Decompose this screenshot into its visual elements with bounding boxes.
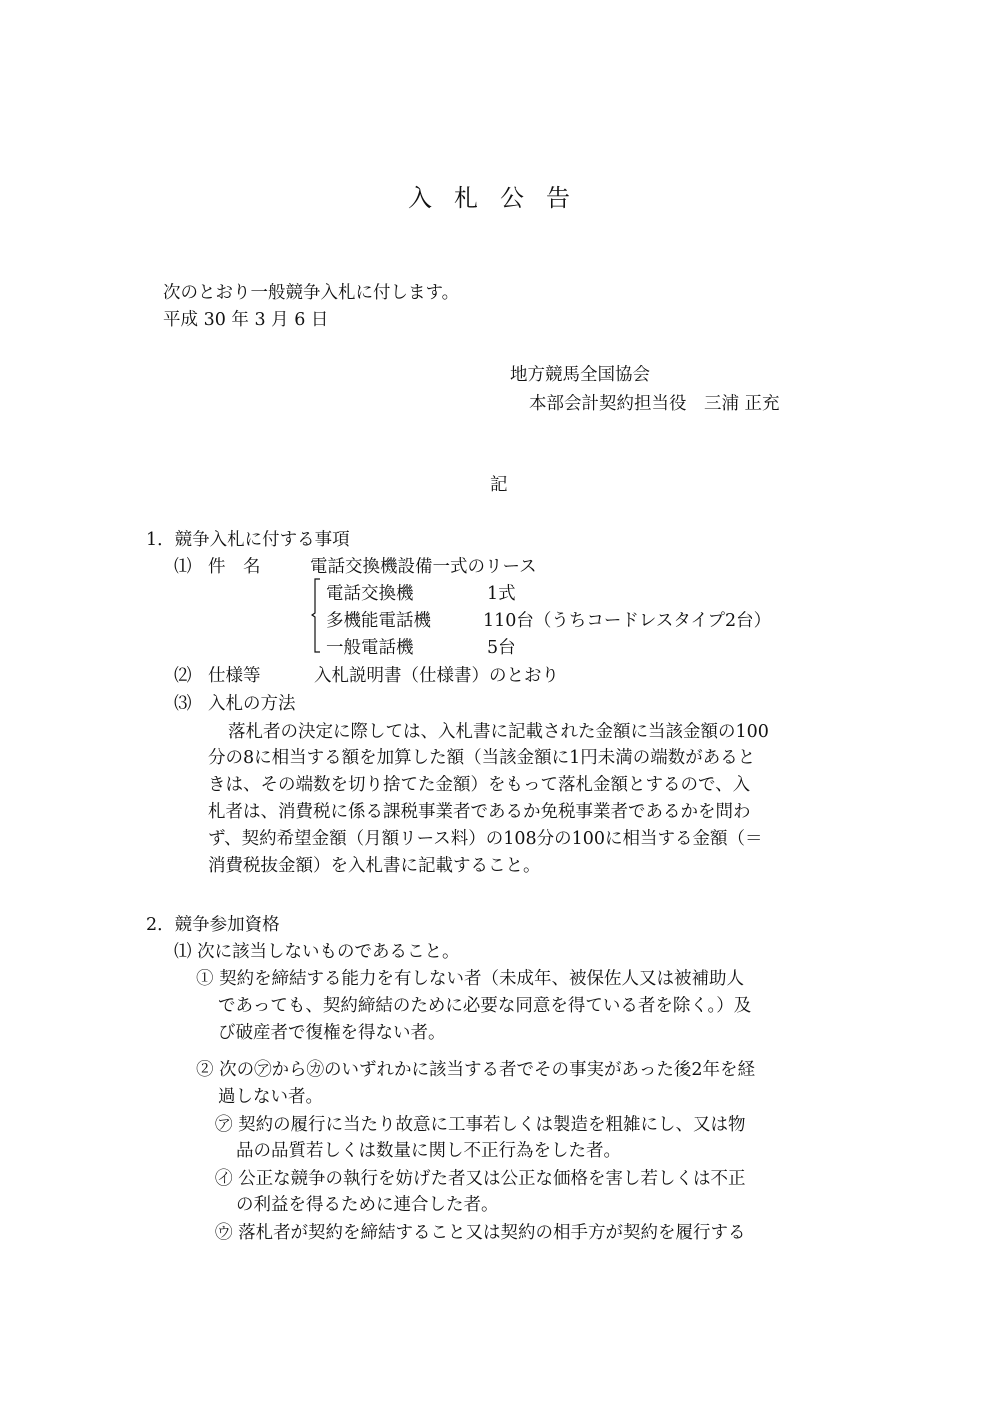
equipment-name: 一般電話機 xyxy=(326,638,414,658)
equipment-quantity: 1式 xyxy=(487,584,516,604)
condition-1-line: び破産者で復権を得ない者。 xyxy=(218,1023,446,1043)
condition-2-line: ② 次の㋐から㋕のいずれかに該当する者でその事実があった後2年を経 xyxy=(196,1060,756,1080)
item-2-label: 仕様等 xyxy=(208,666,261,686)
bid-method-line: きは、その端数を切り捨てた金額）をもって落札金額とするので、入 xyxy=(208,775,751,795)
equipment-name: 電話交換機 xyxy=(326,584,414,604)
notice-date: 平成 30 年 3 月 6 日 xyxy=(163,310,329,330)
item-3-label: 入札の方法 xyxy=(208,694,296,714)
item-2-number: ⑵ xyxy=(174,666,192,686)
issuer-organization: 地方競馬全国協会 xyxy=(510,365,650,385)
item-2-value: 入札説明書（仕様書）のとおり xyxy=(314,666,559,686)
bid-method-line: 落札者の決定に際しては、入札書に記載された金額に当該金額の100 xyxy=(228,722,769,742)
ki-marker: 記 xyxy=(490,475,508,495)
bid-method-line: ず、契約希望金額（月額リース料）の108分の100に相当する金額（＝ xyxy=(208,829,763,849)
equipment-name: 多機能電話機 xyxy=(326,611,431,631)
item-1-value: 電話交換機設備一式のリース xyxy=(310,557,537,577)
condition-1-line: ① 契約を締結する能力を有しない者（未成年、被保佐人又は被補助人 xyxy=(196,969,745,989)
bid-method-line: 消費税抜金額）を入札書に記載すること。 xyxy=(208,856,541,876)
issuer-official: 本部会計契約担当役 三浦 正充 xyxy=(529,394,780,414)
item-3-number: ⑶ xyxy=(174,694,192,714)
subcondition-a-line: ㋐ 契約の履行に当たり故意に工事若しくは製造を粗雑にし、又は物 xyxy=(215,1115,746,1135)
bid-method-line: 札者は、消費税に係る課税事業者であるか免税事業者であるかを問わ xyxy=(208,802,751,822)
subcondition-c-line: ㋒ 落札者が契約を締結すること又は契約の相手方が契約を履行する xyxy=(215,1223,746,1243)
page-title: 入札公告 xyxy=(408,184,592,212)
section-2-heading: 2．競争参加資格 xyxy=(146,915,280,935)
bracket-icon xyxy=(311,578,321,653)
equipment-quantity: 110台（うちコードレスタイプ2台） xyxy=(483,611,772,631)
subcondition-a-line: 品の品質若しくは数量に関し不正行為をした者。 xyxy=(236,1141,621,1161)
item-1-number: ⑴ xyxy=(174,557,192,577)
intro-text: 次のとおり一般競争入札に付します。 xyxy=(163,283,460,303)
subcondition-b-line: ㋑ 公正な競争の執行を妨げた者又は公正な価格を害し若しくは不正 xyxy=(215,1169,746,1189)
item-1-label: 件 名 xyxy=(208,557,261,577)
subcondition-b-line: の利益を得るために連合した者。 xyxy=(236,1195,499,1215)
section-1-heading: 1．競争入札に付する事項 xyxy=(146,530,350,550)
condition-2-line: 過しない者。 xyxy=(218,1087,323,1107)
equipment-quantity: 5台 xyxy=(487,638,516,658)
bid-method-line: 分の8に相当する額を加算した額（当該金額に1円未満の端数があると xyxy=(208,748,756,768)
condition-1-line: であっても、契約締結のために必要な同意を得ている者を除く。）及 xyxy=(218,996,752,1016)
qualification-item-1: ⑴ 次に該当しないものであること。 xyxy=(174,942,460,962)
